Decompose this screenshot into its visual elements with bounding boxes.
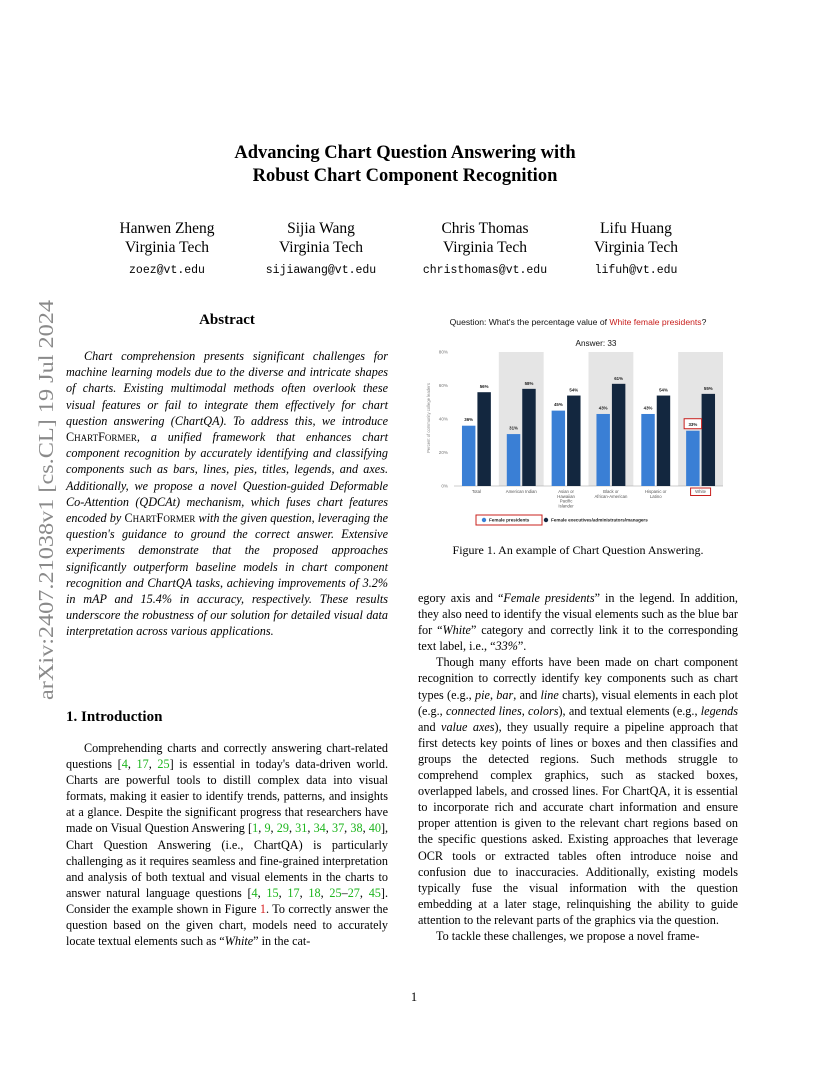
chart-legend-label: Female presidents bbox=[489, 517, 530, 523]
abstract-text: Chart comprehension presents significant challenges for machine learning models due to the diverse and intricate shapes of charts. Existing multimodal methods often overlook these visual features or fail to integrate them effectively for chart question answering (ChartQA). To address this, we introduce ChartFormer, a unified framework that enhances chart component recognition by accurately identifying and classifying components such as bars, lines, pies, titles, legends, and axes. Additionally, we propose a novel Question-guided Deformable Co-Attention (QDCAt) mechanism, which fuses chart features encoded by ChartFormer with the given question, leveraging the question's guidance to ground the correct answer. Extensive experiments demonstrate that the proposed approaches significantly outperform baseline models in chart component recognition and ChartQA tasks, achieving improvements of 3.2% in mAP and 15.4% in accuracy, respectively. These results underscore the robustness of our solution for detailed visual data interpretation across various applications. bbox=[66, 349, 388, 639]
chart-band bbox=[499, 352, 544, 486]
author-email[interactable]: lifuh@vt.edu bbox=[594, 264, 678, 277]
chart-category-label: Total bbox=[471, 489, 481, 494]
chart-bar-female-presidents bbox=[596, 414, 609, 486]
chart-legend-label: Female executives/administrators/managers bbox=[551, 517, 648, 523]
chart-bar-female-executives bbox=[522, 389, 535, 486]
arxiv-stamp bbox=[20, 300, 64, 700]
chart-category-label: White bbox=[695, 489, 707, 494]
chart-data-label: 31% bbox=[509, 425, 518, 431]
chart-data-label: 55% bbox=[703, 385, 713, 391]
paragraph: To tackle these challenges, we propose a novel frame- bbox=[436, 928, 700, 943]
chart-data-label: 43% bbox=[598, 405, 608, 411]
chart-bar-female-presidents bbox=[462, 426, 475, 486]
author-email[interactable]: zoez@vt.edu bbox=[129, 264, 205, 277]
chart-bar-female-presidents bbox=[507, 434, 520, 486]
title-line-1: Advancing Chart Question Answering with bbox=[234, 143, 576, 163]
author-affiliation: Virginia Tech bbox=[279, 239, 363, 256]
abstract-heading: Abstract bbox=[199, 312, 255, 328]
figure-question: Question: What's the percentage value of White female presidents? bbox=[449, 317, 707, 327]
chart-category-label: Hispanic or Latino bbox=[645, 489, 667, 499]
chart-category-label: Black or African-American bbox=[594, 489, 628, 499]
arxiv-stamp-text: arXiv:2407.21038v1 [cs.CL] 19 Jul 2024 bbox=[34, 353, 58, 700]
figure-caption: Figure 1. An example of Chart Question Answering. bbox=[452, 543, 704, 557]
chart-data-label: 54% bbox=[569, 387, 579, 393]
chart-bar-female-presidents bbox=[552, 411, 565, 486]
figure-chart bbox=[418, 312, 738, 530]
chart-data-label: 56% bbox=[479, 384, 489, 390]
intro-paragraph: Comprehending charts and correctly answering chart-related questions [4, 17, 25] is essential in today's data-driven world. Charts are powerful tools to distill complex data into visual formats, making it easier to identify trends, patterns, and insights at a glance. Despite the significant progress that researchers have made on Visual Question Answering [1, 9, 29, 31, 34, 37, 38, 40], Chart Question Answering (i.e., ChartQA) is particularly challenging as it requires seamless and fine-grained interpretation and analysis of both textual and visual elements in the charts to answer natural language questions [4, 15, 17, 18, 25–27, 45]. Consider the example shown in Figure 1. To correctly answer the question based on the given chart, models need to accurately locate textual elements such as “White” in the cat- bbox=[66, 741, 389, 949]
chart-bar-female-executives bbox=[702, 394, 715, 486]
chart-bar-female-presidents bbox=[686, 431, 699, 486]
author-affiliation: Virginia Tech bbox=[594, 239, 678, 256]
chart-data-label: 58% bbox=[524, 380, 534, 386]
figure-answer: Answer: 33 bbox=[575, 339, 617, 348]
page-number: 1 bbox=[410, 990, 418, 1004]
chart-legend bbox=[476, 515, 648, 525]
chart-data-label: 36% bbox=[464, 417, 474, 423]
chart-y-tick-label: 0% bbox=[441, 483, 448, 489]
author-email[interactable]: christhomas@vt.edu bbox=[422, 264, 548, 277]
author-name: Chris Thomas bbox=[441, 220, 529, 237]
chart-y-tick-label: 60% bbox=[438, 383, 448, 388]
section-heading: 1. Introduction bbox=[66, 709, 163, 725]
chart-data-label: 33% bbox=[688, 422, 698, 428]
paragraph: Though many efforts have been made on chart component recognition to correctly identify key components such as chart types (e.g., pie, bar, and line charts), visual elements in each plot (e.g., connected lines, colors), and textual elements (e.g., legends and value axes), they usually require a pipeline approach that first detects key points of lines or boxes and then classifies and groups the detected regions. Such methods struggle to comprehend complex graphics, such as stacked boxes, overlapped labels, and crossed lines. For ChartQA, it is essential to incorporate rich and accurate chart information and ensure proper attention is given to the relevant chart regions based on the specific questions asked. Existing approaches that leverage OCR tools or extracted tables often introduce noise and confusion due to inaccuracies. Additionally, existing models typically fuse the visual information with the question embedding at a later stage, relinquishing the ability to guide attention to the relevant parts of the graphics via the question. bbox=[418, 655, 739, 927]
author-block bbox=[231, 219, 411, 280]
chart-data-label: 54% bbox=[659, 387, 668, 393]
chart-bar-female-executives bbox=[567, 396, 580, 486]
author-block bbox=[546, 219, 726, 280]
author-name: Hanwen Zheng bbox=[119, 220, 215, 237]
title-line-2: Robust Chart Component Recognition bbox=[252, 166, 558, 186]
chart-y-axis-label: Percent of community college leaders bbox=[426, 383, 431, 453]
chart-y-tick-label: 20% bbox=[438, 450, 448, 455]
author-email[interactable]: sijiawang@vt.edu bbox=[265, 264, 377, 277]
chart-y-tick-label: 40% bbox=[438, 416, 448, 422]
paragraph: egory axis and “Female presidents” in the legend. In addition, they also need to identify the visual elements such as the blue bar for “White” category and correctly link it to the corresponding text label, i.e., “33%”. bbox=[418, 591, 738, 654]
author-affiliation: Virginia Tech bbox=[125, 239, 209, 256]
intro-continued bbox=[418, 590, 738, 944]
chart-data-label: 43% bbox=[643, 405, 653, 411]
chart-bar-female-executives bbox=[612, 384, 625, 486]
chart-band bbox=[589, 352, 634, 486]
chart-data-label: 45% bbox=[553, 402, 563, 408]
author-block bbox=[77, 219, 257, 280]
chart-legend-marker bbox=[544, 518, 548, 522]
chart-legend-marker bbox=[482, 518, 486, 522]
author-name: Sijia Wang bbox=[287, 220, 355, 237]
chart-bar-female-executives bbox=[477, 392, 490, 486]
chart-category-label: American Indian bbox=[505, 489, 537, 494]
chart-data-label: 61% bbox=[614, 375, 624, 381]
paper-title bbox=[60, 142, 750, 188]
chart-category-label: Asian or Hawaiian Pacific Islander bbox=[557, 489, 575, 509]
chart-bar-female-presidents bbox=[641, 414, 654, 486]
chart-y-tick-label: 80% bbox=[438, 349, 448, 355]
chart-bar-female-executives bbox=[657, 396, 670, 486]
author-name: Lifu Huang bbox=[600, 220, 672, 237]
author-affiliation: Virginia Tech bbox=[443, 239, 527, 256]
